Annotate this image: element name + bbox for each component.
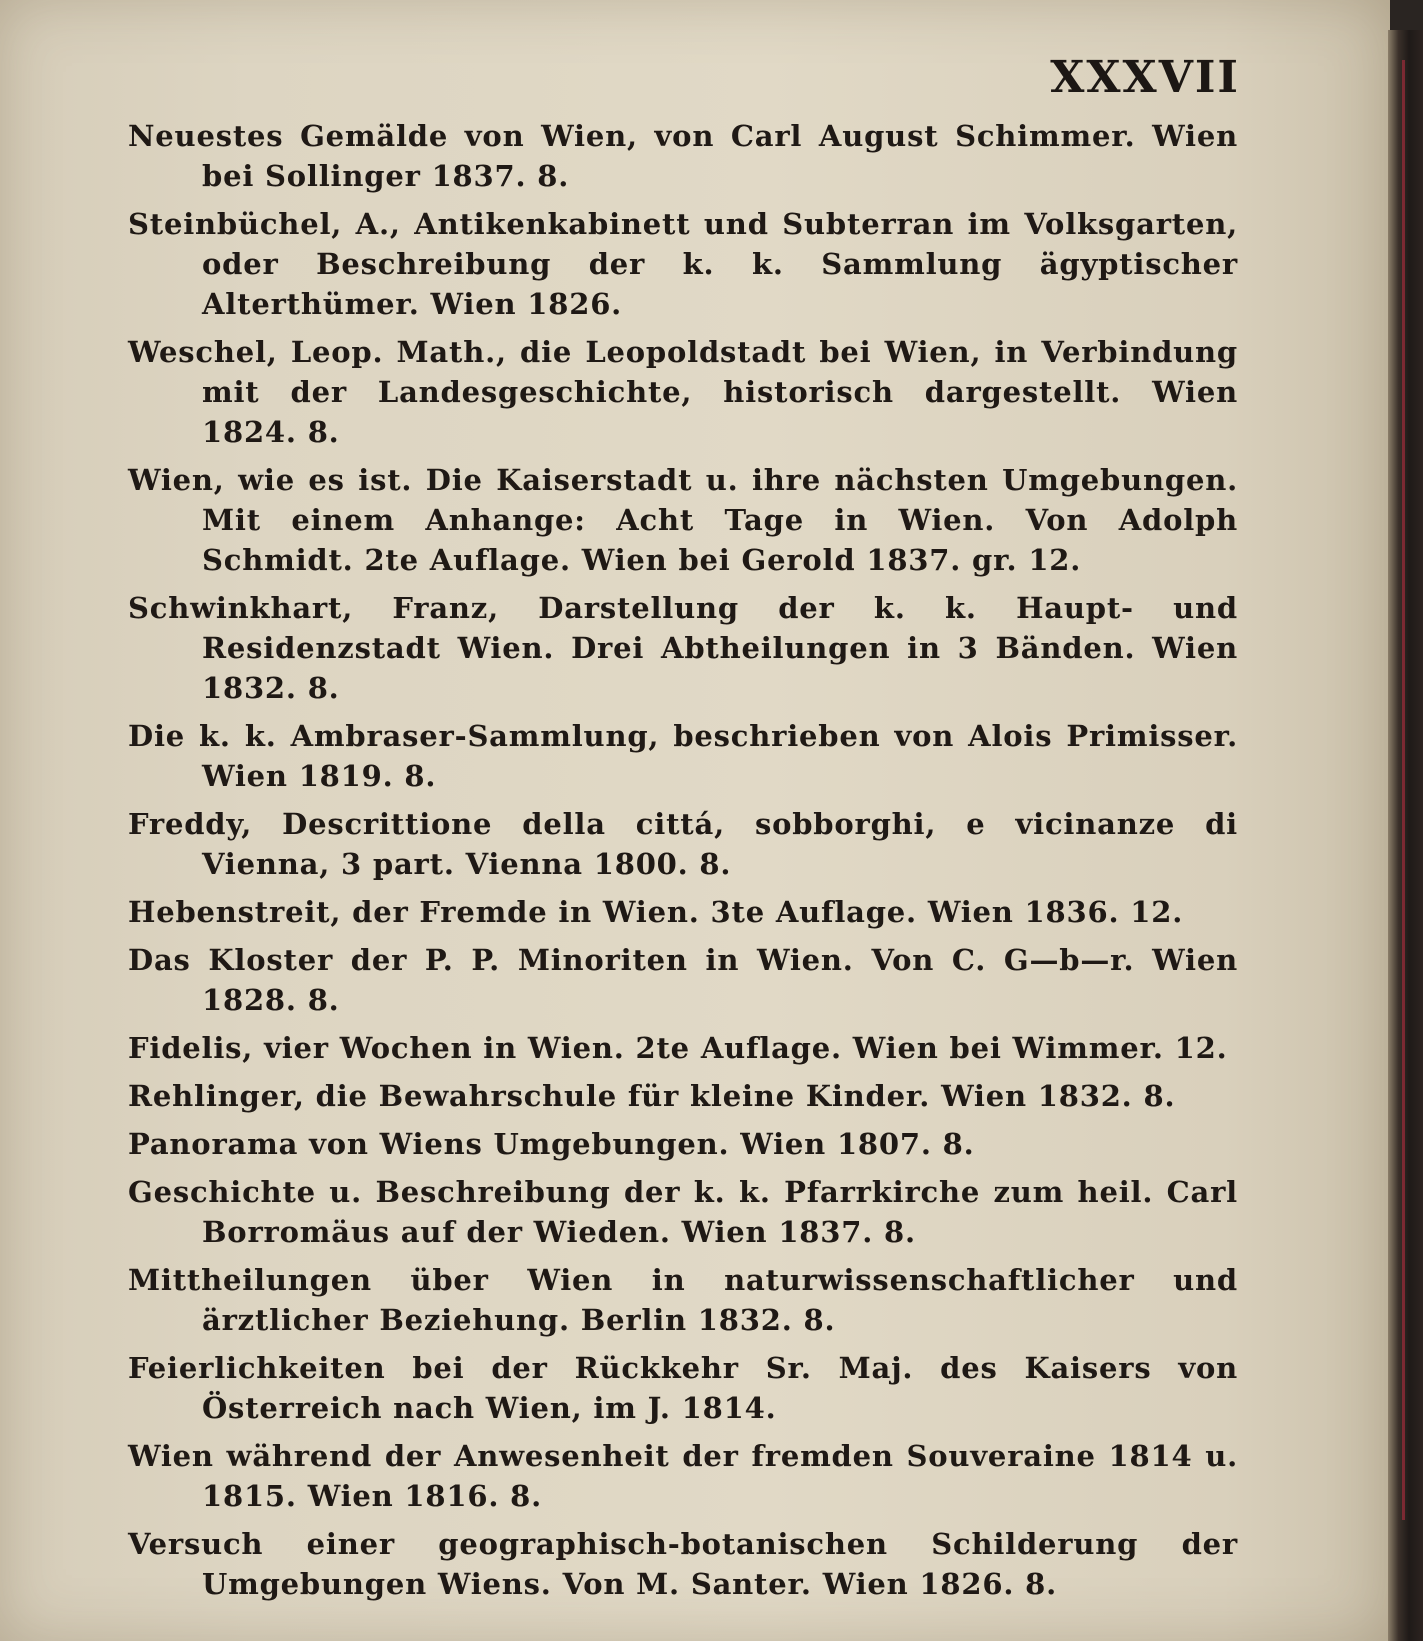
bibliography-entry: Hebenstreit, der Fremde in Wien. 3te Auflage. Wien 1836. 12. xyxy=(128,895,1184,929)
bibliography-entry: Feierlichkeiten bei der Rückkehr Sr. Maj. des Kaisers von Österreich nach Wien, im J. 1814. xyxy=(128,1351,1238,1425)
bibliography-entry: Weschel, Leop. Math., die Leopoldstadt bei Wien, in Verbindung mit der Landesgeschichte, historisch dargestellt. Wien 1824. 8. xyxy=(128,335,1238,449)
bibliography-entry: Neuestes Gemälde von Wien, von Carl August Schimmer. Wien bei Sollinger 1837. 8. xyxy=(128,119,1238,193)
bibliography-entry: Freddy, Descrittione della cittá, sobborghi, e vicinanze di Vienna, 3 part. Vienna 1800. 8. xyxy=(128,807,1238,881)
page-edge-red-stripe xyxy=(1402,60,1405,1520)
bibliography-entry: Versuch einer geographisch-botanischen Schilderung der Umgebungen Wiens. Von M. Santer. Wien 1826. 8. xyxy=(128,1527,1238,1601)
bibliography-entry: Fidelis, vier Wochen in Wien. 2te Auflage. Wien bei Wimmer. 12. xyxy=(128,1031,1228,1065)
page-number: XXXVII xyxy=(1050,52,1240,103)
bibliography-entry: Die k. k. Ambraser-Sammlung, beschrieben von Alois Primisser. Wien 1819. 8. xyxy=(128,719,1238,793)
bibliography-entry: Geschichte u. Beschreibung der k. k. Pfarrkirche zum heil. Carl Borromäus auf der Wieden. Wien 1837. 8. xyxy=(128,1175,1238,1249)
bibliography-entry: Panorama von Wiens Umgebungen. Wien 1807. 8. xyxy=(128,1127,975,1161)
bibliography-list xyxy=(128,116,1238,1610)
bibliography-entry: Mittheilungen über Wien in naturwissenschaftlicher und ärztlicher Beziehung. Berlin 1832. 8. xyxy=(128,1263,1238,1337)
bibliography-entry: Das Kloster der P. P. Minoriten in Wien. Von C. G—b—r. Wien 1828. 8. xyxy=(128,943,1238,1017)
bibliography-entry: Steinbüchel, A., Antikenkabinett und Subterran im Volksgarten, oder Beschreibung der k. k. Sammlung ägyptischer Alterthümer. Wien 1826. xyxy=(128,207,1238,321)
bibliography-entry: Schwinkhart, Franz, Darstellung der k. k. Haupt- und Residenzstadt Wien. Drei Abtheilungen in 3 Bänden. Wien 1832. 8. xyxy=(128,591,1238,705)
bibliography-entry: Wien während der Anwesenheit der fremden Souveraine 1814 u. 1815. Wien 1816. 8. xyxy=(128,1439,1238,1513)
bibliography-entry: Rehlinger, die Bewahrschule für kleine Kinder. Wien 1832. 8. xyxy=(128,1079,1176,1113)
book-page-edge xyxy=(1388,30,1423,1641)
bibliography-entry: Wien, wie es ist. Die Kaiserstadt u. ihre nächsten Umgebungen. Mit einem Anhange: Acht Tage in Wien. Von Adolph Schmidt. 2te Auflage. Wien bei Gerold 1837. gr. 12. xyxy=(128,463,1238,577)
